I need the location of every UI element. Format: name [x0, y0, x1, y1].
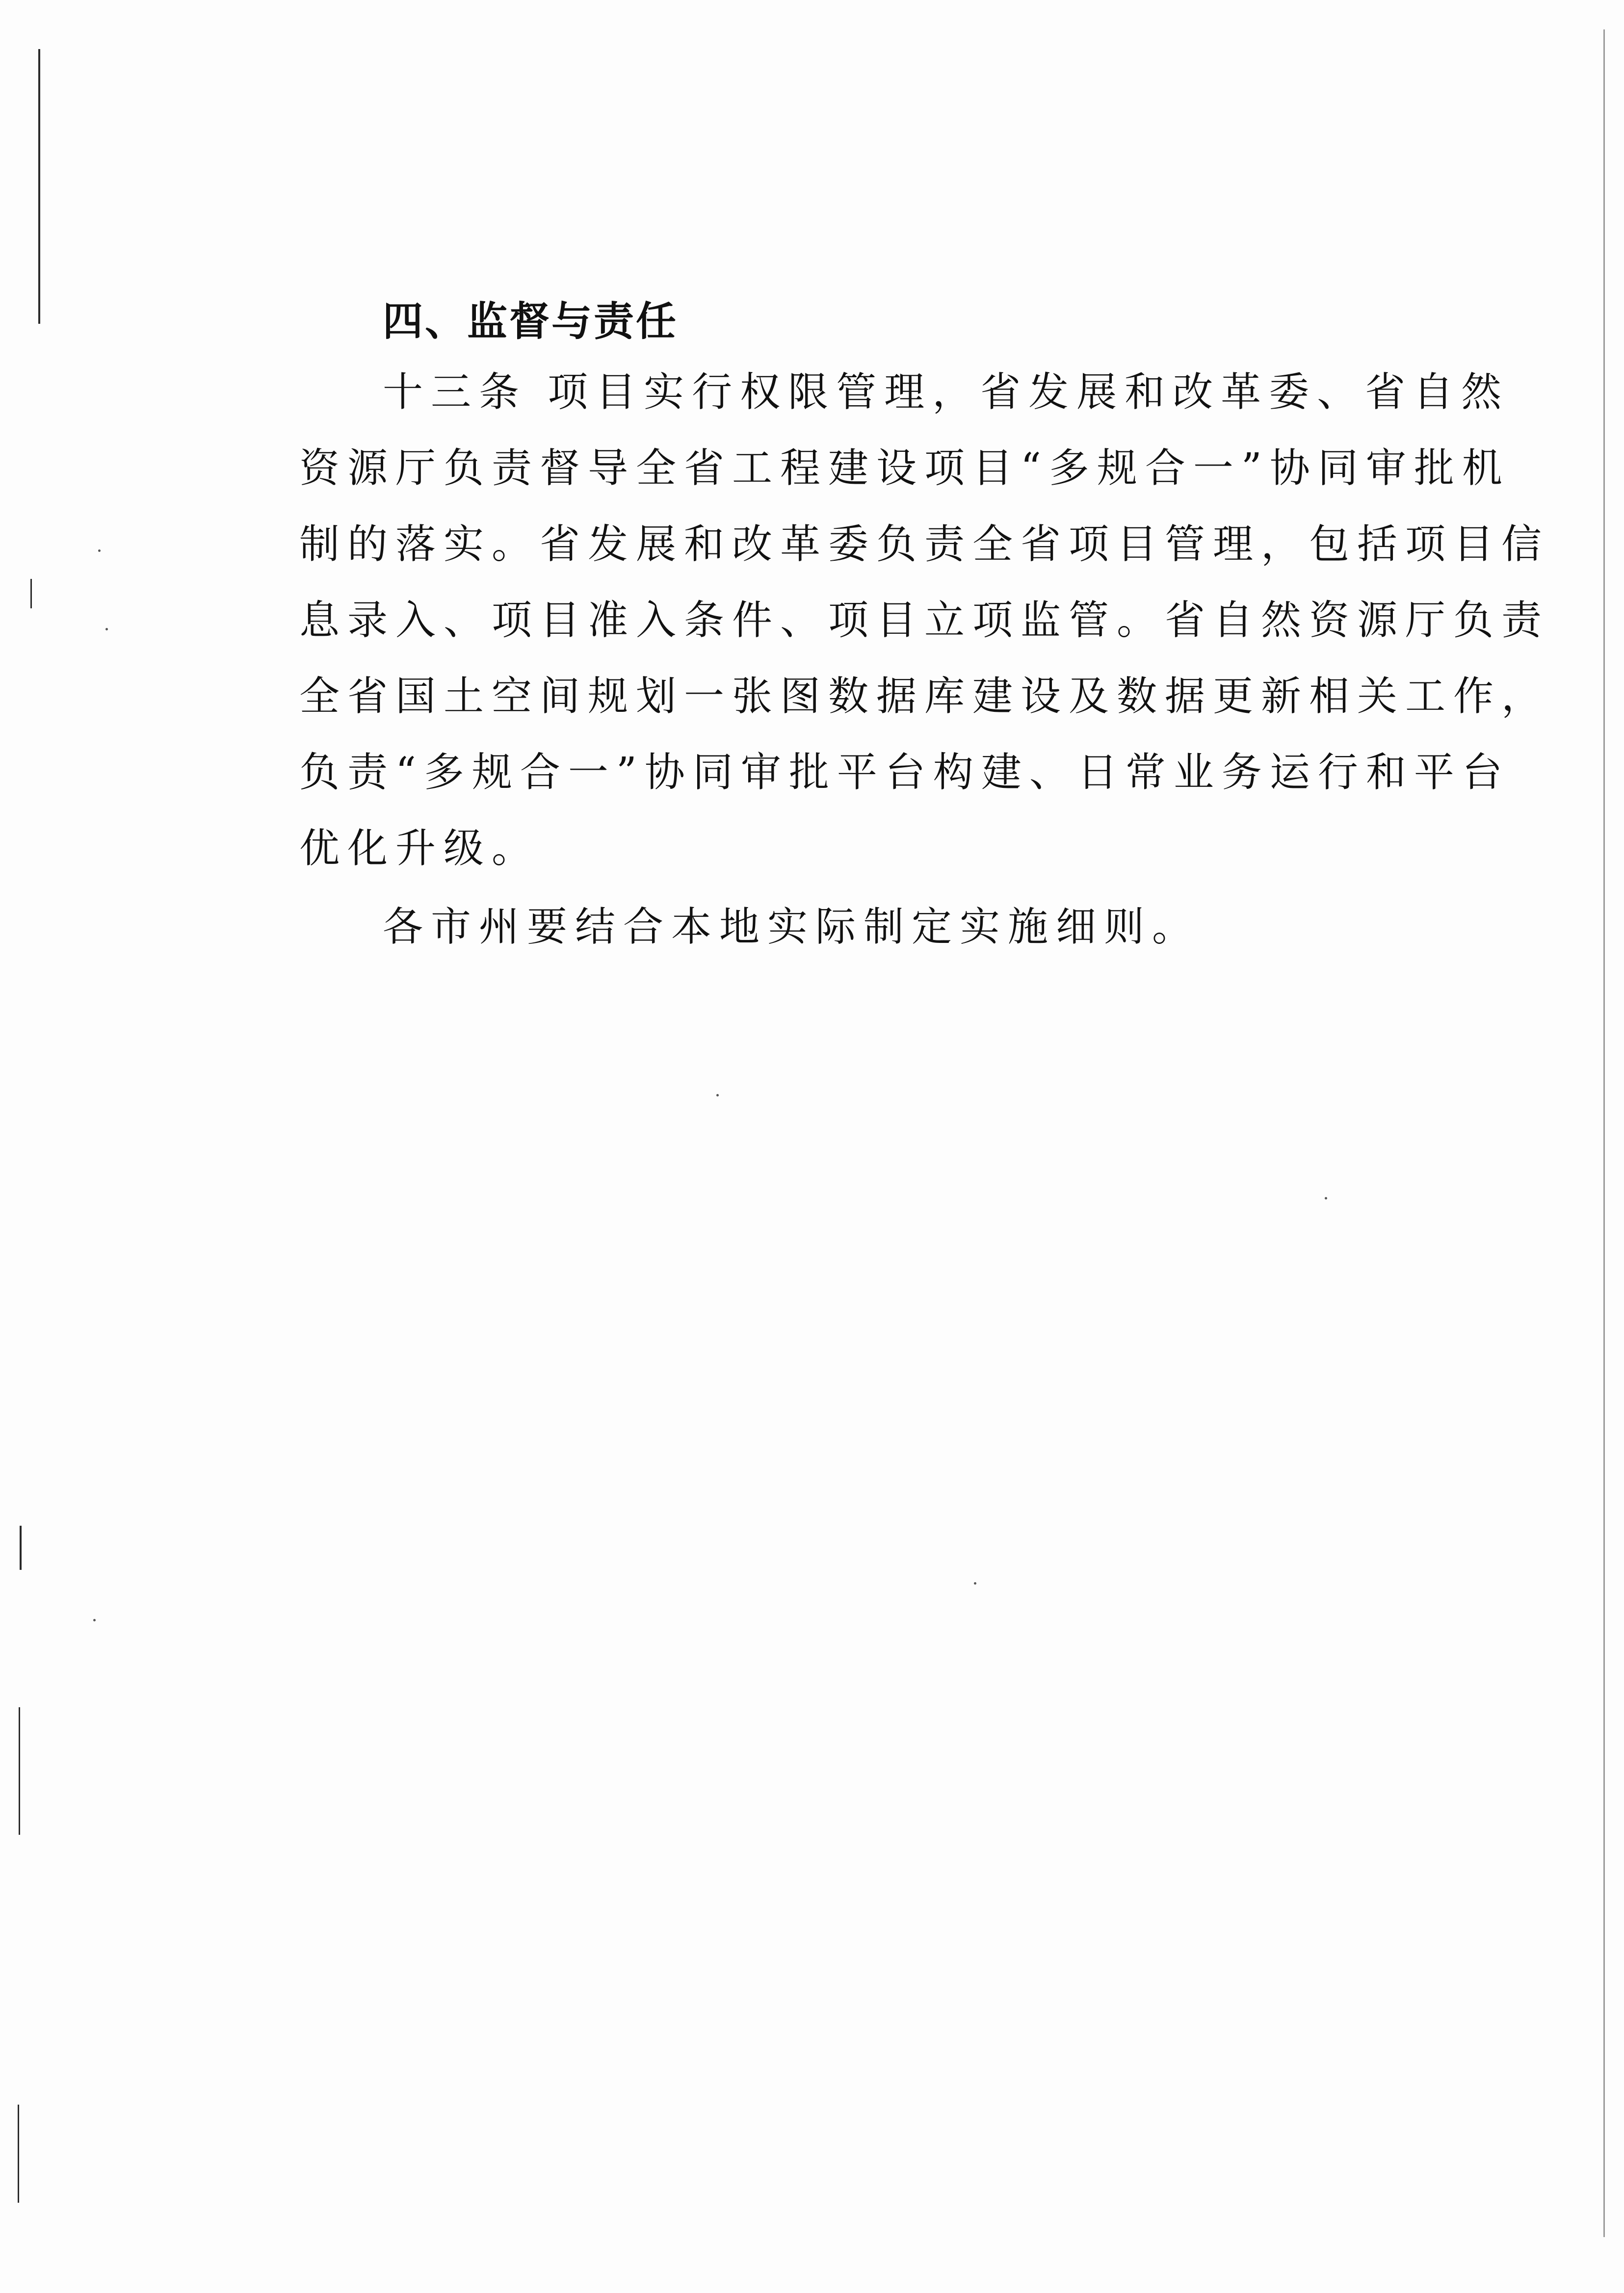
- article-line: 资源厅负责督导全省工程建设项目“多规合一”协同审批机: [299, 445, 1510, 492]
- article-line: 全省国土空间规划一张图数据库建设及数据更新相关工作，: [299, 673, 1550, 720]
- scan-edge-line: [38, 49, 40, 324]
- article-line: 优化升级。: [299, 825, 540, 872]
- article-line: 负责“多规合一”协同审批平台构建、日常业务运行和平台: [299, 749, 1510, 796]
- scan-speck: [93, 1619, 96, 1621]
- scan-edge-line: [1603, 29, 1605, 2237]
- section-heading: 四、监督与责任: [383, 298, 679, 345]
- scan-edge-line: [19, 1707, 20, 1835]
- scan-speck: [1325, 1197, 1327, 1199]
- scan-speck: [974, 1582, 976, 1585]
- article-line: 制的落实。省发展和改革委负责全省项目管理，包括项目信: [299, 521, 1550, 568]
- closing-paragraph: 各市州要结合本地实际制定实施细则。: [383, 904, 1201, 950]
- scan-edge-line: [18, 2105, 19, 2203]
- article-line: 十三条 项目实行权限管理，省发展和改革委、省自然: [383, 369, 1510, 416]
- scan-speck: [716, 1094, 719, 1096]
- scan-speck: [98, 549, 101, 552]
- scan-edge-line: [30, 579, 32, 608]
- scan-speck: [105, 628, 108, 630]
- scan-edge-line: [20, 1526, 22, 1570]
- article-line: 息录入、项目准入条件、项目立项监管。省自然资源厅负责: [299, 597, 1550, 644]
